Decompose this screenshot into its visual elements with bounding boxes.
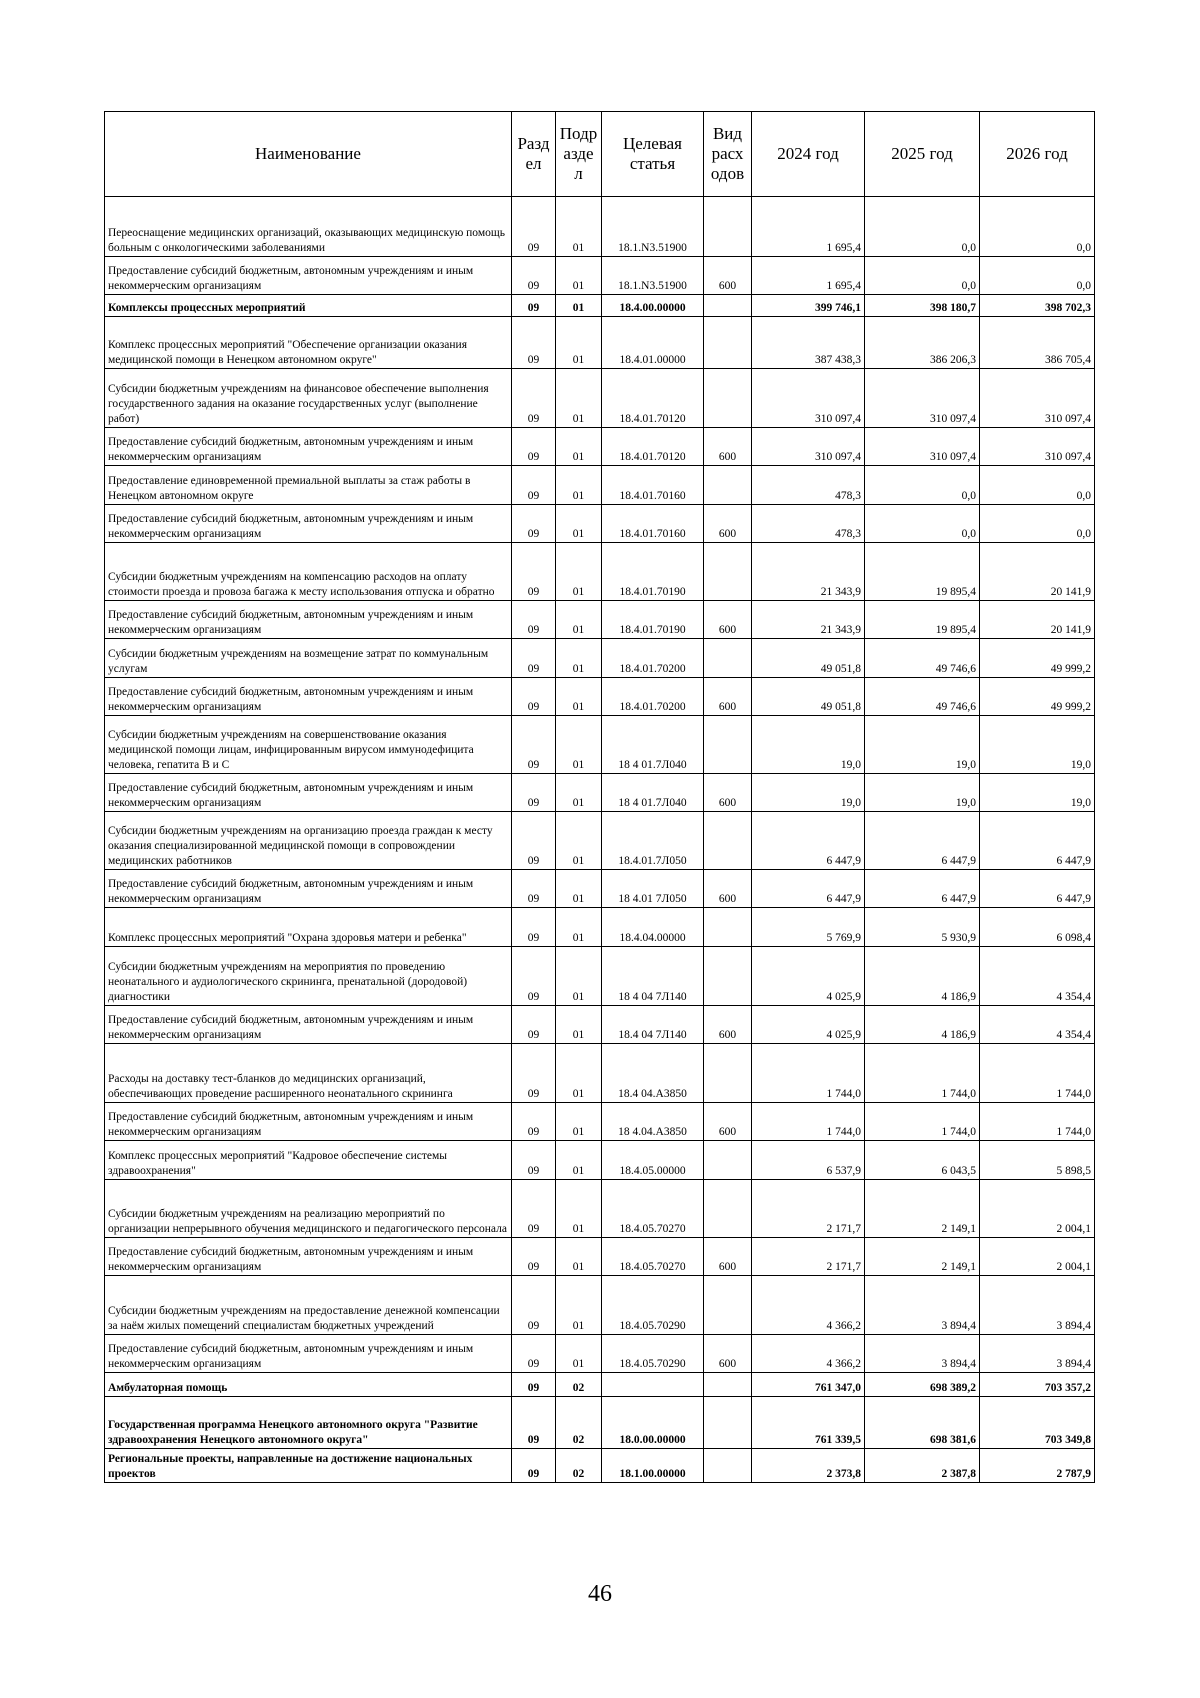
row-podrazdel: 01 [556,543,602,601]
table-row [105,1141,1095,1180]
row-value-2024: 19,0 [752,716,865,774]
row-vid-rashodov: 600 [704,601,752,639]
row-value-2025: 6 447,9 [865,870,980,908]
row-vid-rashodov [704,1449,752,1483]
row-value-2026: 19,0 [980,774,1095,812]
row-razdel: 09 [512,257,556,295]
row-name: Предоставление субсидий бюджетным, автономным учреждениям и иным некоммерческим организациям [105,774,512,812]
row-value-2025: 5 930,9 [865,908,980,947]
row-razdel: 09 [512,543,556,601]
row-razdel: 09 [512,466,556,505]
row-vid-rashodov [704,1397,752,1449]
row-tsel-statya: 18.4.05.00000 [602,1141,704,1180]
row-podrazdel: 01 [556,1044,602,1103]
row-tsel-statya: 18.4.05.70290 [602,1276,704,1335]
row-razdel: 09 [512,1238,556,1276]
row-value-2026: 19,0 [980,716,1095,774]
row-podrazdel: 01 [556,947,602,1006]
row-name: Предоставление субсидий бюджетным, автономным учреждениям и иным некоммерческим организациям [105,1238,512,1276]
table-row [105,1006,1095,1044]
row-razdel: 09 [512,908,556,947]
row-vid-rashodov: 600 [704,1238,752,1276]
row-razdel: 09 [512,716,556,774]
row-vid-rashodov [704,295,752,317]
header-2025: 2025 год [865,112,980,197]
row-podrazdel: 01 [556,428,602,466]
row-value-2025: 2 387,8 [865,1449,980,1483]
table-row [105,908,1095,947]
row-value-2024: 5 769,9 [752,908,865,947]
row-value-2024: 49 051,8 [752,639,865,678]
row-vid-rashodov: 600 [704,678,752,716]
row-podrazdel: 01 [556,1335,602,1373]
row-tsel-statya: 18.4.01.70200 [602,639,704,678]
row-value-2026: 0,0 [980,466,1095,505]
row-value-2024: 2 171,7 [752,1238,865,1276]
row-tsel-statya: 18.4.01.70120 [602,428,704,466]
row-value-2025: 2 149,1 [865,1238,980,1276]
row-value-2024: 4 025,9 [752,1006,865,1044]
row-razdel: 09 [512,1276,556,1335]
table-row [105,1238,1095,1276]
header-2024: 2024 год [752,112,865,197]
page-number: 46 [588,1581,612,1607]
row-value-2026: 703 349,8 [980,1397,1095,1449]
row-vid-rashodov [704,947,752,1006]
row-vid-rashodov [704,812,752,870]
row-podrazdel: 01 [556,601,602,639]
row-podrazdel: 01 [556,1238,602,1276]
table-row [105,601,1095,639]
row-name: Субсидии бюджетным учреждениям на финансовое обеспечение выполнения государственного задания на оказание государственных услуг (выполнение работ) [105,369,512,428]
row-value-2026: 386 705,4 [980,317,1095,369]
row-vid-rashodov [704,543,752,601]
table-row [105,317,1095,369]
row-value-2026: 49 999,2 [980,639,1095,678]
row-podrazdel: 01 [556,1141,602,1180]
table-row [105,1397,1095,1449]
row-razdel: 09 [512,1141,556,1180]
row-razdel: 09 [512,601,556,639]
row-tsel-statya: 18.4.01.70200 [602,678,704,716]
row-value-2024: 310 097,4 [752,369,865,428]
row-podrazdel: 01 [556,1103,602,1141]
row-tsel-statya: 18.4.01.70120 [602,369,704,428]
table-row [105,1449,1095,1483]
row-value-2026: 2 004,1 [980,1238,1095,1276]
row-value-2026: 6 098,4 [980,908,1095,947]
row-tsel-statya: 18.4.05.70270 [602,1180,704,1238]
row-name: Региональные проекты, направленные на достижение национальных проектов [105,1449,512,1483]
row-value-2024: 761 347,0 [752,1373,865,1397]
table-row [105,197,1095,257]
row-razdel: 09 [512,1006,556,1044]
row-value-2024: 4 025,9 [752,947,865,1006]
row-value-2024: 478,3 [752,505,865,543]
row-name: Расходы на доставку тест-бланков до медицинских организаций, обеспечивающих проведение расширенного неонатального скрининга [105,1044,512,1103]
row-podrazdel: 01 [556,1276,602,1335]
row-razdel: 09 [512,774,556,812]
row-razdel: 09 [512,1373,556,1397]
row-razdel: 09 [512,369,556,428]
header-podrazdel: Подр азде л [556,112,602,197]
row-value-2026: 4 354,4 [980,947,1095,1006]
row-razdel: 09 [512,1103,556,1141]
row-value-2026: 5 898,5 [980,1141,1095,1180]
row-tsel-statya: 18.1.00.00000 [602,1449,704,1483]
row-name: Переоснащение медицинских организаций, оказывающих медицинскую помощь больным с онкологическими заболеваниями [105,197,512,257]
row-value-2025: 0,0 [865,505,980,543]
row-vid-rashodov [704,197,752,257]
row-name: Субсидии бюджетным учреждениям на компенсацию расходов на оплату стоимости проезда и провоза багажа к месту использования отпуска и обратно [105,543,512,601]
row-value-2024: 21 343,9 [752,543,865,601]
row-name: Предоставление субсидий бюджетным, автономным учреждениям и иным некоммерческим организациям [105,1006,512,1044]
row-vid-rashodov: 600 [704,870,752,908]
row-value-2025: 310 097,4 [865,428,980,466]
row-value-2024: 6 447,9 [752,870,865,908]
row-tsel-statya: 18.4.01.70160 [602,466,704,505]
row-razdel: 09 [512,295,556,317]
row-razdel: 09 [512,317,556,369]
row-value-2024: 6 447,9 [752,812,865,870]
row-tsel-statya: 18.1.N3.51900 [602,257,704,295]
row-value-2025: 3 894,4 [865,1335,980,1373]
row-value-2024: 4 366,2 [752,1335,865,1373]
row-value-2025: 19 895,4 [865,543,980,601]
table-body [105,197,1095,1483]
row-value-2026: 6 447,9 [980,812,1095,870]
row-value-2024: 1 744,0 [752,1103,865,1141]
row-value-2024: 761 339,5 [752,1397,865,1449]
row-podrazdel: 02 [556,1373,602,1397]
row-name: Комплекс процессных мероприятий "Охрана здоровья матери и ребенка" [105,908,512,947]
row-name: Предоставление субсидий бюджетным, автономным учреждениям и иным некоммерческим организациям [105,678,512,716]
row-podrazdel: 01 [556,1006,602,1044]
row-value-2026: 398 702,3 [980,295,1095,317]
table-row [105,716,1095,774]
row-vid-rashodov: 600 [704,505,752,543]
row-tsel-statya: 18.4.01.70160 [602,505,704,543]
row-value-2025: 4 186,9 [865,1006,980,1044]
table-row [105,1276,1095,1335]
row-vid-rashodov [704,716,752,774]
row-vid-rashodov: 600 [704,1103,752,1141]
row-value-2025: 1 744,0 [865,1103,980,1141]
table-row [105,870,1095,908]
row-podrazdel: 01 [556,317,602,369]
row-tsel-statya: 18.4.01.00000 [602,317,704,369]
table-header-row [105,112,1095,197]
row-podrazdel: 01 [556,466,602,505]
row-value-2026: 0,0 [980,505,1095,543]
row-name: Государственная программа Ненецкого автономного округа "Развитие здравоохранения Ненецкого автономного округа" [105,1397,512,1449]
row-value-2025: 2 149,1 [865,1180,980,1238]
header-2026: 2026 год [980,112,1095,197]
row-value-2024: 1 744,0 [752,1044,865,1103]
row-value-2026: 20 141,9 [980,543,1095,601]
table-row [105,295,1095,317]
row-name: Амбулаторная помощь [105,1373,512,1397]
row-value-2024: 310 097,4 [752,428,865,466]
row-vid-rashodov [704,369,752,428]
row-tsel-statya: 18.4.01.7Л050 [602,812,704,870]
row-value-2026: 0,0 [980,257,1095,295]
row-razdel: 09 [512,428,556,466]
row-value-2024: 19,0 [752,774,865,812]
row-razdel: 09 [512,870,556,908]
row-podrazdel: 01 [556,678,602,716]
row-vid-rashodov [704,1276,752,1335]
row-name: Комплекс процессных мероприятий "Кадровое обеспечение системы здравоохранения" [105,1141,512,1180]
row-podrazdel: 01 [556,257,602,295]
row-value-2025: 386 206,3 [865,317,980,369]
row-tsel-statya: 18 4.01 7Л050 [602,870,704,908]
table-row [105,639,1095,678]
row-value-2025: 0,0 [865,466,980,505]
table-row [105,1180,1095,1238]
table-row [105,774,1095,812]
row-value-2026: 6 447,9 [980,870,1095,908]
row-name: Субсидии бюджетным учреждениям на возмещение затрат по коммунальным услугам [105,639,512,678]
row-tsel-statya: 18.4 04.А3850 [602,1044,704,1103]
row-value-2026: 703 357,2 [980,1373,1095,1397]
row-podrazdel: 02 [556,1397,602,1449]
row-value-2025: 19,0 [865,774,980,812]
row-value-2024: 2 171,7 [752,1180,865,1238]
row-value-2024: 6 537,9 [752,1141,865,1180]
row-value-2025: 698 389,2 [865,1373,980,1397]
row-value-2025: 6 447,9 [865,812,980,870]
row-value-2024: 387 438,3 [752,317,865,369]
row-value-2025: 19,0 [865,716,980,774]
table-row [105,678,1095,716]
row-value-2026: 20 141,9 [980,601,1095,639]
row-vid-rashodov [704,1373,752,1397]
row-value-2025: 6 043,5 [865,1141,980,1180]
row-name: Субсидии бюджетным учреждениям на мероприятия по проведению неонатального и аудиологического скрининга, пренатальной (дородовой) диагностики [105,947,512,1006]
row-name: Комплексы процессных мероприятий [105,295,512,317]
row-value-2024: 1 695,4 [752,197,865,257]
row-value-2026: 310 097,4 [980,428,1095,466]
row-name: Предоставление субсидий бюджетным, автономным учреждениям и иным некоммерческим организациям [105,870,512,908]
row-tsel-statya: 18.0.00.00000 [602,1397,704,1449]
table-row [105,1044,1095,1103]
table-row [105,466,1095,505]
row-razdel: 09 [512,1449,556,1483]
row-razdel: 09 [512,1397,556,1449]
row-value-2025: 398 180,7 [865,295,980,317]
table-row [105,369,1095,428]
row-name: Предоставление субсидий бюджетным, автономным учреждениям и иным некоммерческим организациям [105,428,512,466]
row-podrazdel: 02 [556,1449,602,1483]
row-razdel: 09 [512,639,556,678]
header-vid-rashodov: Вид расх одов [704,112,752,197]
row-tsel-statya: 18.4.00.00000 [602,295,704,317]
header-name: Наименование [105,112,512,197]
row-tsel-statya: 18.4 04 7Л140 [602,1006,704,1044]
row-razdel: 09 [512,812,556,870]
row-value-2026: 1 744,0 [980,1044,1095,1103]
table-row [105,543,1095,601]
row-razdel: 09 [512,1044,556,1103]
row-value-2026: 0,0 [980,197,1095,257]
row-value-2025: 49 746,6 [865,639,980,678]
row-value-2026: 2 787,9 [980,1449,1095,1483]
row-value-2024: 1 695,4 [752,257,865,295]
row-tsel-statya: 18 4.04.А3850 [602,1103,704,1141]
row-podrazdel: 01 [556,1180,602,1238]
row-podrazdel: 01 [556,639,602,678]
row-tsel-statya: 18 4 01.7Л040 [602,774,704,812]
row-value-2025: 1 744,0 [865,1044,980,1103]
row-value-2025: 0,0 [865,257,980,295]
table-row [105,428,1095,466]
header-razdel: Разд ел [512,112,556,197]
row-razdel: 09 [512,678,556,716]
row-value-2026: 1 744,0 [980,1103,1095,1141]
row-name: Предоставление субсидий бюджетным, автономным учреждениям и иным некоммерческим организациям [105,1103,512,1141]
row-value-2026: 49 999,2 [980,678,1095,716]
row-name: Предоставление единовременной премиальной выплаты за стаж работы в Ненецком автономном округе [105,466,512,505]
table-row [105,257,1095,295]
row-razdel: 09 [512,1335,556,1373]
row-podrazdel: 01 [556,369,602,428]
table-row [105,1335,1095,1373]
row-razdel: 09 [512,947,556,1006]
row-tsel-statya: 18.4.01.70190 [602,543,704,601]
row-value-2026: 310 097,4 [980,369,1095,428]
row-vid-rashodov [704,466,752,505]
row-name: Предоставление субсидий бюджетным, автономным учреждениям и иным некоммерческим организациям [105,505,512,543]
row-vid-rashodov: 600 [704,774,752,812]
row-vid-rashodov [704,1141,752,1180]
row-name: Субсидии бюджетным учреждениям на организацию проезда граждан к месту оказания специализированной медицинской помощи в сопровождении медицинских работников [105,812,512,870]
row-tsel-statya: 18.4.05.70290 [602,1335,704,1373]
row-tsel-statya: 18.4.01.70190 [602,601,704,639]
row-name: Субсидии бюджетным учреждениям на совершенствование оказания медицинской помощи лицам, инфицированным вирусом иммунодефицита человека, гепатита В и С [105,716,512,774]
row-value-2024: 4 366,2 [752,1276,865,1335]
row-value-2026: 3 894,4 [980,1335,1095,1373]
row-name: Предоставление субсидий бюджетным, автономным учреждениям и иным некоммерческим организациям [105,257,512,295]
row-vid-rashodov: 600 [704,1006,752,1044]
row-name: Предоставление субсидий бюджетным, автономным учреждениям и иным некоммерческим организациям [105,601,512,639]
table-row [105,1103,1095,1141]
row-podrazdel: 01 [556,870,602,908]
table-row [105,812,1095,870]
row-value-2025: 19 895,4 [865,601,980,639]
row-value-2026: 2 004,1 [980,1180,1095,1238]
row-tsel-statya: 18 4 01.7Л040 [602,716,704,774]
row-podrazdel: 01 [556,197,602,257]
table-row [105,1373,1095,1397]
row-value-2025: 4 186,9 [865,947,980,1006]
row-podrazdel: 01 [556,716,602,774]
row-vid-rashodov: 600 [704,257,752,295]
row-vid-rashodov [704,1180,752,1238]
row-tsel-statya: 18.4.05.70270 [602,1238,704,1276]
row-value-2024: 21 343,9 [752,601,865,639]
row-value-2025: 310 097,4 [865,369,980,428]
row-vid-rashodov [704,908,752,947]
row-value-2024: 399 746,1 [752,295,865,317]
row-tsel-statya: 18.1.N3.51900 [602,197,704,257]
row-value-2026: 4 354,4 [980,1006,1095,1044]
row-podrazdel: 01 [556,908,602,947]
header-tsel-statya: Целевая статья [602,112,704,197]
budget-table [104,111,1095,1483]
row-vid-rashodov: 600 [704,1335,752,1373]
row-podrazdel: 01 [556,812,602,870]
row-value-2025: 49 746,6 [865,678,980,716]
table-row [105,947,1095,1006]
row-tsel-statya: 18.4.04.00000 [602,908,704,947]
row-tsel-statya [602,1373,704,1397]
row-value-2025: 698 381,6 [865,1397,980,1449]
row-vid-rashodov [704,639,752,678]
row-vid-rashodov: 600 [704,428,752,466]
row-value-2026: 3 894,4 [980,1276,1095,1335]
row-name: Субсидии бюджетным учреждениям на предоставление денежной компенсации за наём жилых помещений специалистам бюджетных учреждений [105,1276,512,1335]
row-vid-rashodov [704,317,752,369]
row-podrazdel: 01 [556,505,602,543]
row-name: Субсидии бюджетным учреждениям на реализацию мероприятий по организации непрерывного обучения медицинского и педагогического персонала [105,1180,512,1238]
row-value-2024: 478,3 [752,466,865,505]
row-name: Предоставление субсидий бюджетным, автономным учреждениям и иным некоммерческим организациям [105,1335,512,1373]
row-value-2025: 0,0 [865,197,980,257]
row-value-2024: 2 373,8 [752,1449,865,1483]
row-podrazdel: 01 [556,774,602,812]
row-razdel: 09 [512,197,556,257]
row-vid-rashodov [704,1044,752,1103]
table-row [105,505,1095,543]
row-razdel: 09 [512,505,556,543]
row-razdel: 09 [512,1180,556,1238]
row-podrazdel: 01 [556,295,602,317]
row-value-2025: 3 894,4 [865,1276,980,1335]
row-name: Комплекс процессных мероприятий "Обеспечение организации оказания медицинской помощи в Ненецком автономном округе" [105,317,512,369]
row-tsel-statya: 18 4 04 7Л140 [602,947,704,1006]
row-value-2024: 49 051,8 [752,678,865,716]
